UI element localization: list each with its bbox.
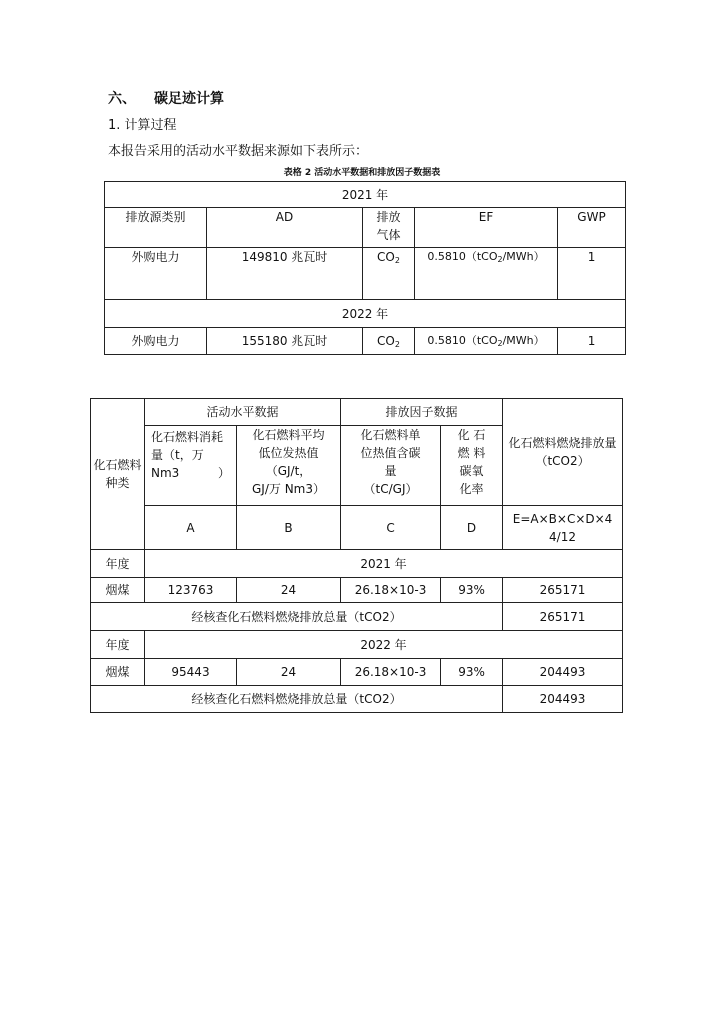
formula-e: E=A×B×C×D×44/12 bbox=[503, 506, 623, 550]
total-2021-value: 265171 bbox=[503, 603, 623, 631]
total-2022-value: 204493 bbox=[503, 686, 623, 713]
table-row bbox=[91, 399, 623, 426]
ef-subscript: 2 bbox=[497, 339, 503, 348]
cell-d: 93% bbox=[441, 659, 503, 686]
table-row bbox=[105, 208, 626, 248]
header-gwp: GWP bbox=[558, 208, 626, 248]
header-activity-data: 活动水平数据 bbox=[145, 399, 341, 426]
cell-a: 123763 bbox=[145, 578, 237, 603]
cell-b: 24 bbox=[237, 578, 341, 603]
col-b-line1: 化石燃料平均 bbox=[252, 428, 325, 442]
header-ef: EF bbox=[415, 208, 558, 248]
cell-ef bbox=[415, 248, 558, 300]
activity-data-table bbox=[104, 181, 626, 355]
cell-gwp: 1 bbox=[558, 248, 626, 300]
ef-text-post: /MWh） bbox=[502, 250, 545, 263]
section-number: 六、 bbox=[108, 91, 136, 107]
cell-e: 265171 bbox=[503, 578, 623, 603]
table-row bbox=[91, 686, 623, 713]
cell-c: 26.18×10-3 bbox=[341, 659, 441, 686]
header-col-c bbox=[341, 426, 441, 506]
section-heading bbox=[108, 88, 224, 108]
total-2022-label: 经核查化石燃料燃烧排放总量（tCO2） bbox=[91, 686, 503, 713]
subsection-title: 1. 计算过程 bbox=[108, 118, 177, 133]
cell-d: 93% bbox=[441, 578, 503, 603]
ef-subscript: 2 bbox=[497, 255, 503, 264]
header-col-b bbox=[237, 426, 341, 506]
section-title: 碳足迹计算 bbox=[154, 91, 224, 107]
cell-fuel: 烟煤 bbox=[91, 578, 145, 603]
col-d-line3: 碳氧 bbox=[459, 464, 484, 478]
cell-c: 26.18×10-3 bbox=[341, 578, 441, 603]
year-label: 年度 bbox=[91, 631, 145, 659]
header-gas-line2: 气体 bbox=[376, 228, 401, 242]
table-row bbox=[105, 328, 626, 355]
year-2022-label: 2022 年 bbox=[145, 631, 623, 659]
gas-subscript: 2 bbox=[394, 256, 400, 265]
header-source: 排放源类别 bbox=[105, 208, 207, 248]
table-row bbox=[91, 550, 623, 578]
cell-source: 外购电力 bbox=[105, 248, 207, 300]
fossil-fuel-emission-table bbox=[90, 398, 623, 713]
col-c-line3: 量 bbox=[384, 464, 397, 478]
letter-d: D bbox=[441, 506, 503, 550]
gas-subscript: 2 bbox=[394, 340, 400, 349]
intro-paragraph: 本报告采用的活动水平数据来源如下表所示： bbox=[108, 144, 369, 159]
header-gas-line1: 排放 bbox=[376, 210, 401, 224]
col-c-line1: 化石燃料单 bbox=[360, 428, 421, 442]
cell-ef bbox=[415, 328, 558, 355]
ef-text-pre: 0.5810（tCO bbox=[427, 334, 498, 347]
col-c-line2: 位热值含碳 bbox=[360, 446, 421, 460]
col-d-line1: 化 石 bbox=[457, 428, 486, 442]
gas-text: CO bbox=[377, 334, 395, 348]
gas-text: CO bbox=[377, 250, 395, 264]
year-2021-label: 2021 年 bbox=[105, 182, 626, 208]
cell-a: 95443 bbox=[145, 659, 237, 686]
letter-a: A bbox=[145, 506, 237, 550]
table-row bbox=[91, 659, 623, 686]
cell-gas bbox=[363, 248, 415, 300]
col-d-line2: 燃 料 bbox=[457, 446, 486, 460]
col-b-line3: （GJ/t， bbox=[265, 464, 312, 478]
header-col-a: 化石燃料消耗量（t，万Nm3） bbox=[145, 426, 237, 506]
table1-caption: 表格 2 活动水平数据和排放因子数据表 bbox=[283, 168, 441, 178]
table-row bbox=[105, 182, 626, 208]
table-row bbox=[91, 506, 623, 550]
col-b-line4: GJ/万 Nm3） bbox=[252, 482, 325, 496]
year-label: 年度 bbox=[91, 550, 145, 578]
table-row bbox=[105, 248, 626, 300]
cell-b: 24 bbox=[237, 659, 341, 686]
letter-b: B bbox=[237, 506, 341, 550]
cell-gas bbox=[363, 328, 415, 355]
total-2021-label: 经核查化石燃料燃烧排放总量（tCO2） bbox=[91, 603, 503, 631]
header-emission-factor: 排放因子数据 bbox=[341, 399, 503, 426]
year-2021-label: 2021 年 bbox=[145, 550, 623, 578]
table-row bbox=[91, 578, 623, 603]
cell-fuel: 烟煤 bbox=[91, 659, 145, 686]
cell-ad: 149810 兆瓦时 bbox=[207, 248, 363, 300]
letter-c: C bbox=[341, 506, 441, 550]
cell-gwp: 1 bbox=[558, 328, 626, 355]
header-gas bbox=[363, 208, 415, 248]
ef-text-post: /MWh） bbox=[502, 334, 545, 347]
header-ad: AD bbox=[207, 208, 363, 248]
header-fuel-type: 化石燃料种类 bbox=[91, 399, 145, 550]
col-b-line2: 低位发热值 bbox=[258, 446, 319, 460]
ef-text-pre: 0.5810（tCO bbox=[427, 250, 498, 263]
col-c-line4: （tC/GJ） bbox=[363, 482, 418, 496]
cell-e: 204493 bbox=[503, 659, 623, 686]
col-d-line4: 化率 bbox=[459, 482, 484, 496]
table-row bbox=[91, 631, 623, 659]
header-col-d bbox=[441, 426, 503, 506]
header-emission-amount: 化石燃料燃烧排放量（tCO2） bbox=[503, 399, 623, 506]
table-row bbox=[105, 300, 626, 328]
year-2022-label: 2022 年 bbox=[105, 300, 626, 328]
cell-ad: 155180 兆瓦时 bbox=[207, 328, 363, 355]
cell-source: 外购电力 bbox=[105, 328, 207, 355]
table-row bbox=[91, 603, 623, 631]
